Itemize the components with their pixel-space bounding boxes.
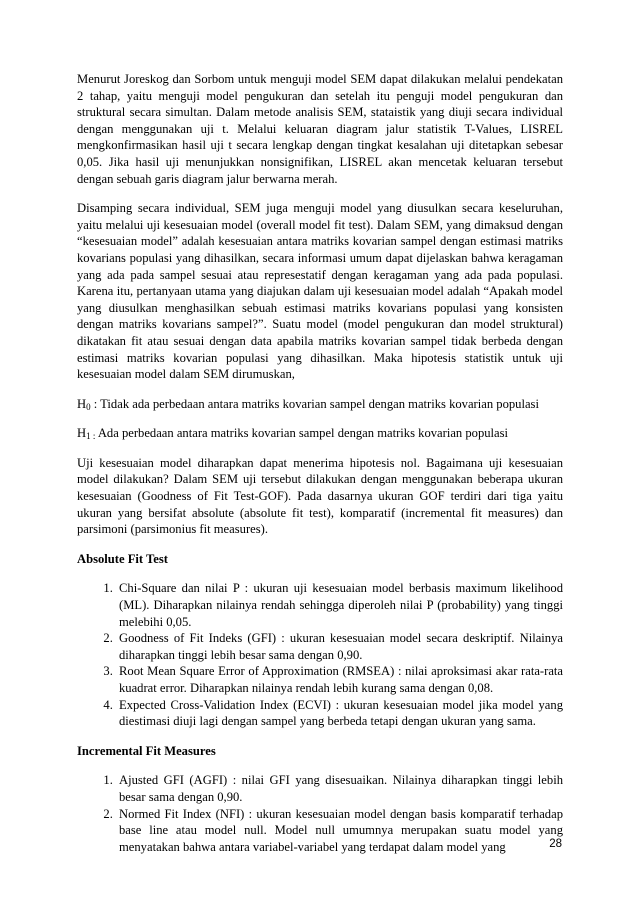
page-content — [77, 71, 563, 868]
paragraph-overall-fit: Disamping secara individual, SEM juga menguji model yang diusulkan secara keseluruhan, yaitu melalui uji kesesuaian model (overall model fit test). Dalam SEM, yang dimaksud dengan “kesesuaian model” adalah kesesuaian antara matriks kovarian sampel dengan estimasi matriks kovarians populasi yang dihasilkan, secara informasi umum dapat dijelaskan bahwa keragaman yang ada pada sampel sesuai atau represestatif dengan keragaman yang ada pada populasi. Karena itu, pertanyaan utama yang diajukan dalam uji kesesuaian model adalah “Apakah model yang diusulkan menghasilkan sebuah estimasi matriks kovarians populasi yang konsisten dengan matriks kovarians sampel?”. Suatu model (model pengukuran dan model struktural) dikatakan fit atau sesuai dengan data apabila matriks kovarian sampel tidak berbeda dengan estimasi matriks kovarian populasi yang dihasilkan. Maka hipotesis statistik untuk uji kesesuaian model dalam SEM dirumuskan, — [77, 201, 563, 382]
list-item: 4. Expected Cross-Validation Index (ECVI) : ukuran kesesuaian model jika model yang diestimasi diuji lagi dengan sampel yang berbeda tetapi dengan ukuran yang sama. — [116, 697, 563, 730]
list-item: 3. Root Mean Square Error of Approximation (RMSEA) : nilai aproksimasi akar rata-rata kuadrat error. Diharapkan nilainya rendah lebih kurang sama dengan 0,08. — [116, 663, 563, 696]
h0-text: : Tidak ada perbedaan antara matriks kovarian sampel dengan matriks kovarian populasi — [90, 396, 539, 411]
h0-subscript: 0 — [86, 401, 91, 412]
h1-letter: H — [77, 426, 87, 441]
hypothesis-h0 — [77, 396, 563, 413]
list-item: 1. Ajusted GFI (AGFI) : nilai GFI yang disesuaikan. Nilainya diharapkan tinggi lebih besar sama dengan 0,90. — [116, 772, 563, 805]
absolute-fit-list — [77, 580, 563, 729]
h0-letter: H — [77, 396, 87, 411]
paragraph-joreskog: Menurut Joreskog dan Sorbom untuk menguji model SEM dapat dilakukan melalui pendekatan 2 tahap, yaitu menguji model pengukuran dan setelah itu penguji model pengukuran dan struktural secara simultan. Dalam metode analisis SEM, stataistik yang diuji secara individual dengan menggunakan uji t. Melalui keluaran diagram jalur statistik T-Values, LISREL mengkonfirmasikan hasil uji t secara lengkap dengan tingkat kesalahan uji ditetapkan sebesar 0,05. Jika hasil uji menunjukkan nonsignifikan, LISREL akan mencetak keluaran tersebut dengan sebuah garis diagram jalur berwarna merah. — [77, 72, 563, 186]
incremental-fit-heading: Incremental Fit Measures — [77, 743, 216, 758]
h1-text: Ada perbedaan antara matriks kovarian sampel dengan matriks kovarian populasi — [95, 426, 509, 441]
page-number: 28 — [549, 838, 562, 850]
list-item: 2. Normed Fit Index (NFI) : ukuran kesesuaian model dengan basis komparatif terhadap base line atau model null. Model null umumnya merupakan suatu model yang menyatakan bahwa antara variabel-variabel yang terdapat dalam model yang — [116, 806, 563, 856]
list-item: 2. Goodness of Fit Indeks (GFI) : ukuran kesesuaian model secara deskriptif. Nilainya diharapkan tinggi lebih besar sama dengan 0,90. — [116, 630, 563, 663]
list-item: 1. Chi-Square dan nilai P : ukuran uji kesesuaian model berbasis maximum likelihood (ML). Diharapkan nilainya rendah sehingga diperoleh nilai P (probability) yang tinggi melebihi 0,05. — [116, 580, 563, 630]
absolute-fit-heading: Absolute Fit Test — [77, 551, 168, 566]
hypothesis-h1 — [77, 425, 563, 442]
incremental-fit-list — [77, 772, 563, 855]
h1-subscript: 1 : — [86, 431, 96, 442]
paragraph-gof: Uji kesesuaian model diharapkan dapat menerima hipotesis nol. Bagaimana uji kesesuaian model dilakukan? Dalam SEM uji tersebut dilakukan dengan menggunakan beberapa ukuran kesesuaian (Goodness of Fit Test-GOF). Pada dasarnya ukuran GOF terdiri dari tiga yaitu ukuran yang bersifat absolute (absolute fit test), komparatif (incremental fit measures) dan parsimoni (parsimonius fit measures). — [77, 455, 563, 537]
